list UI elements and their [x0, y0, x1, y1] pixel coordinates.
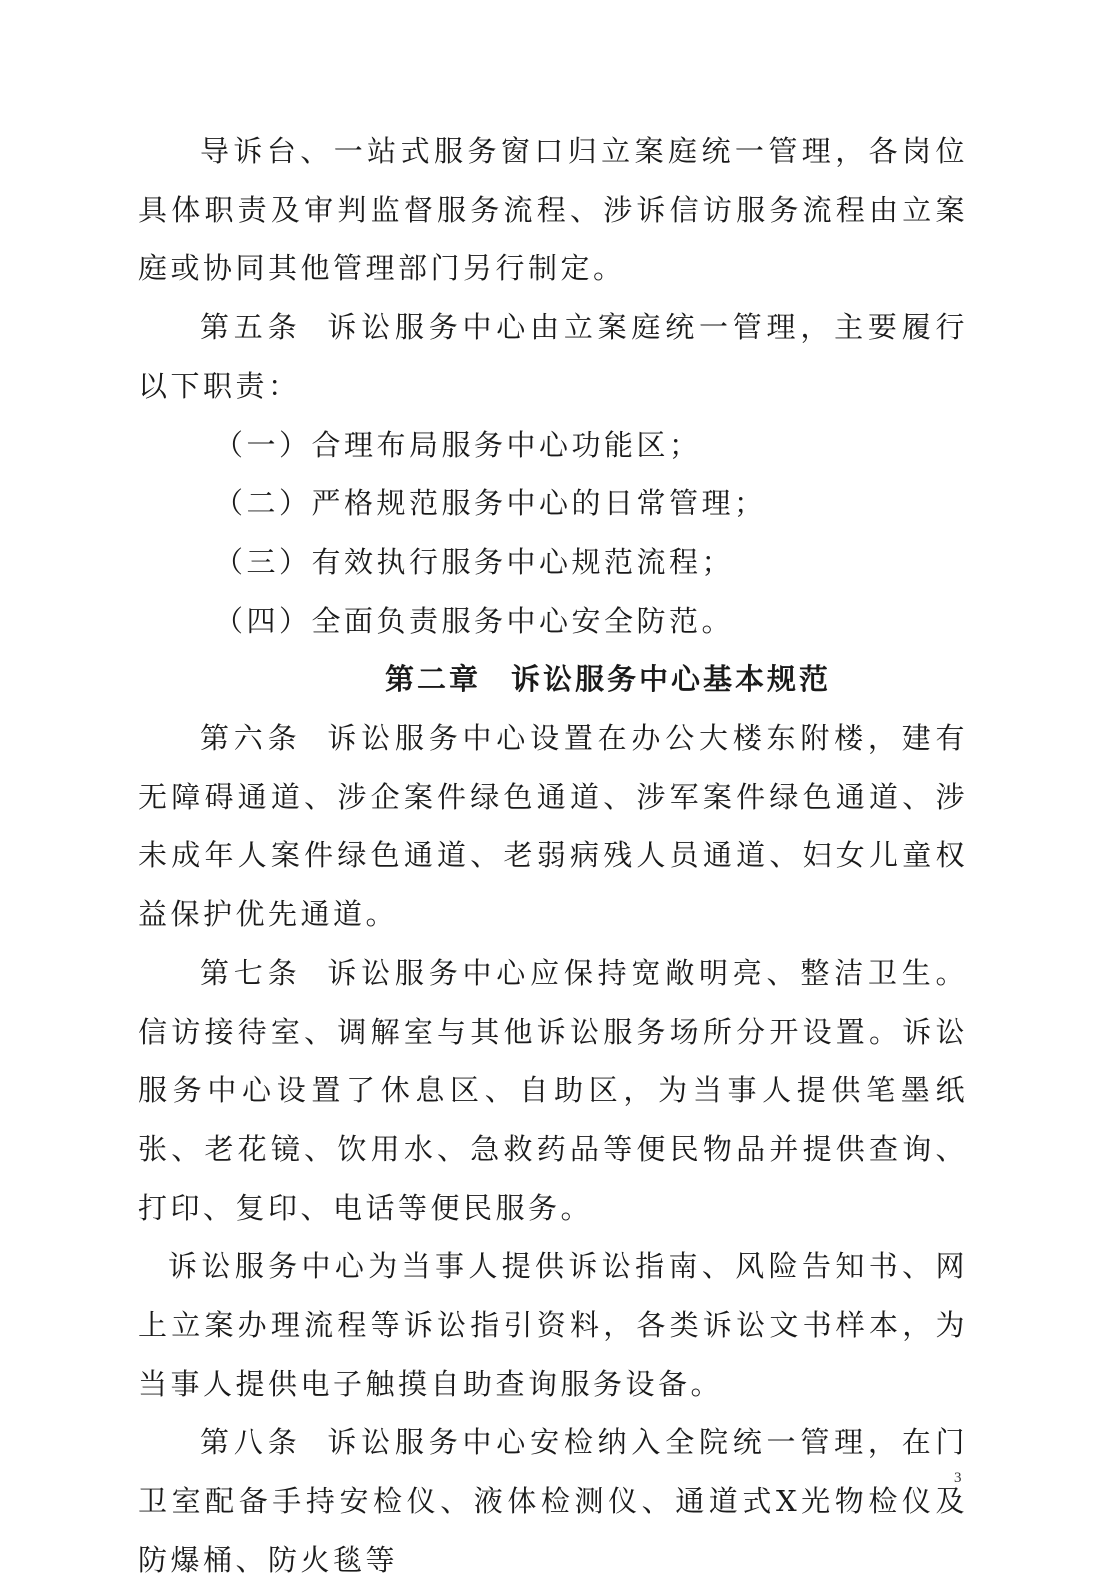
- article-6: [138, 709, 968, 944]
- list-item-4: （四）全面负责服务中心安全防范。: [214, 603, 735, 638]
- article-5-text: 诉讼服务中心由立案庭统一管理，主要履行以下职责：: [138, 310, 968, 403]
- page-number: 3: [954, 1470, 962, 1486]
- article-8-text: 诉讼服务中心安检纳入全院统一管理，在门卫室配备手持安检仪、液体检测仪、通道式X光物检仪及防爆桶、防火毯等: [138, 1425, 968, 1577]
- paragraph-continuation: 导诉台、一站式服务窗口归立案庭统一管理，各岗位具体职责及审判监督服务流程、涉诉信访服务流程由立案庭或协同其他管理部门另行制定。: [138, 134, 968, 286]
- chapter-heading: [138, 650, 968, 709]
- article-6-number: 第六条: [200, 721, 302, 756]
- article-7-number: 第七条: [200, 955, 302, 990]
- list-item-2: （二）严格规范服务中心的日常管理；: [214, 486, 767, 521]
- paragraph-services: 诉讼服务中心为当事人提供诉讼指南、风险告知书、网上立案办理流程等诉讼指引资料，各类诉讼文书样本，为当事人提供电子触摸自助查询服务设备。: [138, 1249, 968, 1401]
- article-8: [138, 1413, 968, 1589]
- article-8-number: 第八条: [200, 1425, 302, 1460]
- list-item-3: （三）有效执行服务中心规范流程；: [214, 544, 735, 579]
- article-5-number: 第五条: [200, 310, 302, 345]
- article-7: [138, 944, 968, 1238]
- article-6-text: 诉讼服务中心设置在办公大楼东附楼，建有无障碍通道、涉企案件绿色通道、涉军案件绿色通道、涉未成年人案件绿色通道、老弱病残人员通道、妇女儿童权益保护优先通道。: [138, 721, 968, 932]
- chapter-number: 第二章: [384, 662, 481, 697]
- list-item-1: （一）合理布局服务中心功能区；: [214, 427, 702, 462]
- article-7-text: 诉讼服务中心应保持宽敞明亮、整洁卫生。信访接待室、调解室与其他诉讼服务场所分开设置。诉讼服务中心设置了休息区、自助区，为当事人提供笔墨纸张、老花镜、饮用水、急救药品等便民物品并提供查询、打印、复印、电话等便民服务。: [138, 955, 968, 1225]
- chapter-title: 诉讼服务中心基本规范: [511, 662, 832, 697]
- page-body: [138, 122, 968, 1590]
- article-5: [138, 298, 968, 415]
